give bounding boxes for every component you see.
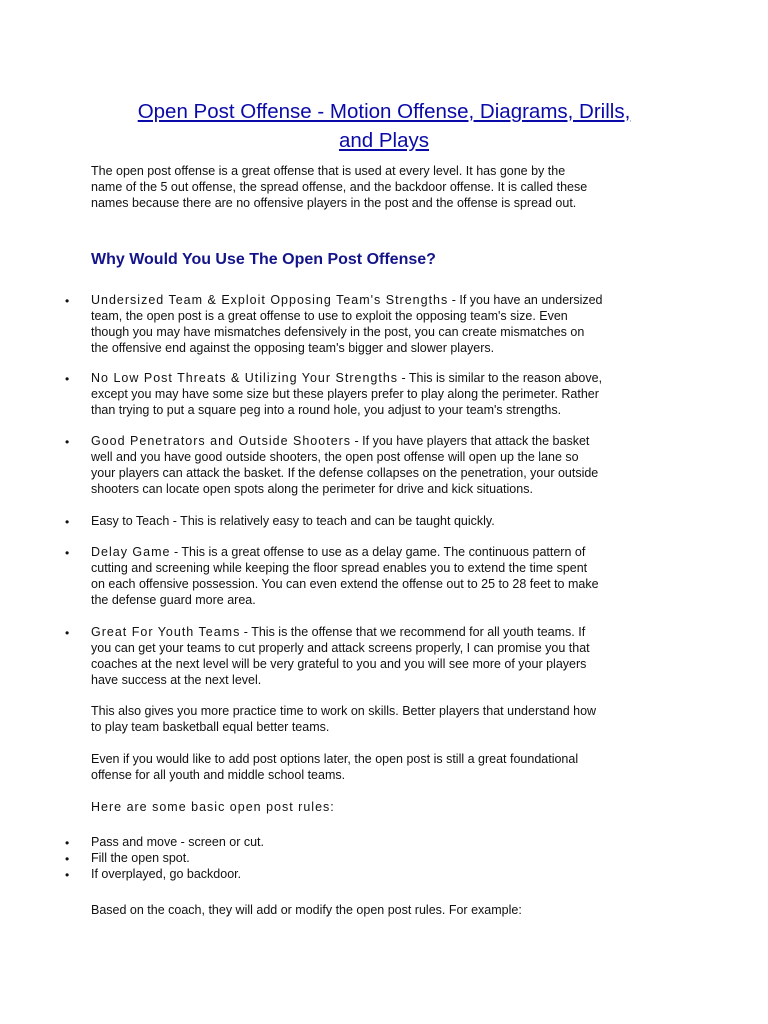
reason-label: Easy to Teach bbox=[91, 514, 170, 528]
document-title-line-2[interactable]: and Plays bbox=[338, 129, 430, 152]
reason-line: the defense guard more area. bbox=[91, 593, 256, 607]
bullet-marker: • bbox=[65, 294, 70, 308]
intro-line: name of the 5 out offense, the spread offense, and the backdoor offense. It is called these bbox=[91, 180, 588, 194]
reason-line: than trying to put a square peg into a round hole, you adjust to your team's strengths. bbox=[91, 403, 562, 417]
reason-line: team, the open post is a great offense to use to exploit the opposing team's size. Even bbox=[91, 309, 568, 323]
reason-text: - This is a great offense to use as a delay game. The continuous pattern of bbox=[170, 545, 586, 559]
reason-item-first-line bbox=[91, 292, 603, 308]
document-title-line-1[interactable]: Open Post Offense - Motion Offense, Diagrams, Drills, bbox=[137, 100, 631, 123]
intro-line: names because there are no offensive players in the post and the offense is spread out. bbox=[91, 196, 577, 210]
bullet-marker: • bbox=[65, 868, 70, 882]
reason-text: - If you have an undersized bbox=[448, 293, 603, 307]
reason-text: - This is similar to the reason above, bbox=[398, 371, 603, 385]
rule-item: Fill the open spot. bbox=[91, 851, 190, 865]
rule-item: If overplayed, go backdoor. bbox=[91, 867, 242, 881]
foundation-line: offense for all youth and middle school teams. bbox=[91, 768, 346, 782]
reason-line: the offensive end against the opposing team's bigger and slower players. bbox=[91, 341, 495, 355]
reason-text: - If you have players that attack the basket bbox=[351, 434, 590, 448]
reason-line: on each offensive possession. You can even extend the offense out to 25 to 28 feet to make bbox=[91, 577, 599, 591]
reason-label: No Low Post Threats & Utilizing Your Strengths bbox=[91, 371, 399, 385]
reason-line: well and you have good outside shooters, the open post offense will open up the lane so bbox=[91, 450, 579, 464]
bullet-marker: • bbox=[65, 435, 70, 449]
reason-text: - This is the offense that we recommend for all youth teams. If bbox=[240, 625, 586, 639]
reason-item-first-line bbox=[91, 370, 602, 386]
foundation-line: Even if you would like to add post options later, the open post is still a great foundational bbox=[91, 752, 579, 766]
reason-line: have success at the next level. bbox=[91, 673, 262, 687]
section-heading: Why Would You Use The Open Post Offense? bbox=[91, 251, 436, 268]
intro-line: The open post offense is a great offense that is used at every level. It has gone by the bbox=[91, 164, 566, 178]
closing-line: Based on the coach, they will add or modify the open post rules. For example: bbox=[91, 903, 522, 917]
reason-label: Good Penetrators and Outside Shooters bbox=[91, 434, 352, 448]
reason-line: your players can attack the basket. If the defense collapses on the penetration, your outside bbox=[91, 466, 599, 480]
bullet-marker: • bbox=[65, 836, 70, 850]
reason-label: Delay Game bbox=[91, 545, 171, 559]
reason-item-first-line bbox=[91, 624, 585, 640]
bullet-marker: • bbox=[65, 852, 70, 866]
rules-intro: Here are some basic open post rules: bbox=[91, 800, 335, 814]
bullet-marker: • bbox=[65, 515, 70, 529]
bullet-marker: • bbox=[65, 546, 70, 560]
practice-line: This also gives you more practice time to work on skills. Better players that understand how bbox=[91, 704, 597, 718]
reason-line: shooters can locate open spots along the perimeter for drive and kick situations. bbox=[91, 482, 533, 496]
reason-line: you can get your teams to cut properly and attack screens properly, I can promise you that bbox=[91, 641, 590, 655]
reason-label: Great For Youth Teams bbox=[91, 625, 241, 639]
reason-item-first-line bbox=[91, 513, 495, 529]
reason-line: though you may have mismatches defensively in the post, you can create mismatches on bbox=[91, 325, 585, 339]
reason-item-first-line bbox=[91, 544, 585, 560]
reason-line: cutting and screening while keeping the floor spread enables you to extend the time spent bbox=[91, 561, 588, 575]
bullet-marker: • bbox=[65, 626, 70, 640]
reason-text: - This is relatively easy to teach and can be taught quickly. bbox=[169, 514, 495, 528]
reason-line: except you may have some size but these players prefer to play along the perimeter. Rather bbox=[91, 387, 599, 401]
bullet-marker: • bbox=[65, 372, 70, 386]
practice-line: to play team basketball equal better teams. bbox=[91, 720, 330, 734]
reason-line: coaches at the next level will be very grateful to you and you will see more of your players bbox=[91, 657, 587, 671]
document-title[interactable] bbox=[80, 97, 688, 155]
rule-item: Pass and move - screen or cut. bbox=[91, 835, 264, 849]
reason-label: Undersized Team & Exploit Opposing Team's Strengths bbox=[91, 293, 449, 307]
reason-item-first-line bbox=[91, 433, 589, 449]
